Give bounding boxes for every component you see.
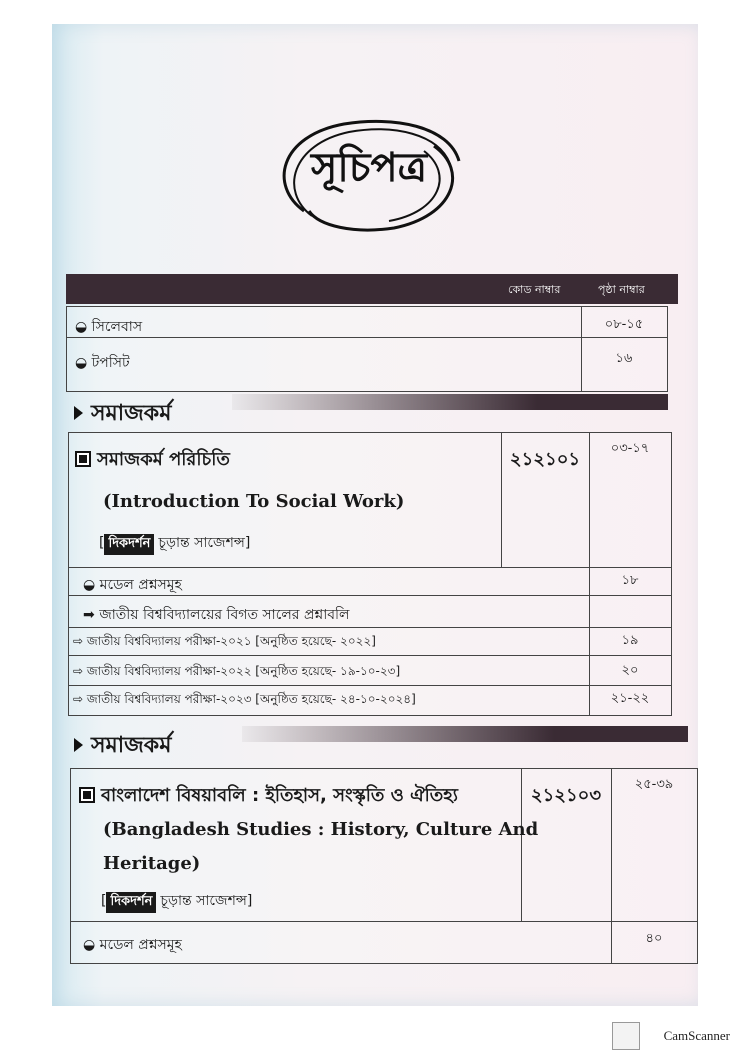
section-heading: সমাজকর্ম xyxy=(74,396,171,433)
brand-badge: দিকদর্শন xyxy=(104,534,154,555)
table-header-bar xyxy=(66,274,678,304)
arrow-outline-icon: ⇨ xyxy=(73,664,87,678)
suggestion-line: [ দিকদর্শন চূড়ান্ত সাজেশন্স] xyxy=(99,531,250,555)
section-heading: সমাজকর্ম xyxy=(74,728,171,765)
chapter-icon: ◒ xyxy=(75,319,92,335)
arrow-outline-icon: ⇨ xyxy=(73,634,87,648)
page-number: ১৮ xyxy=(621,573,639,588)
triangle-icon xyxy=(74,738,83,752)
square-bullet-icon xyxy=(79,787,95,803)
page-number: ২১-২২ xyxy=(610,691,650,706)
course-title-english-cont: Heritage) xyxy=(103,853,201,874)
page-column-header: পৃষ্ঠা নাম্বার xyxy=(598,283,645,296)
list-item[interactable]: ⇨ জাতীয় বিশ্ববিদ্যালয় পরীক্ষা-২০২২ [অনুষ্ঠিত হয়েছে- ১৯-১০-২৩] xyxy=(73,664,401,678)
triangle-icon xyxy=(74,406,83,420)
section-divider xyxy=(232,394,668,410)
code-column-header: কোড নাম্বার xyxy=(508,283,561,296)
list-item[interactable]: ◒ টপসিট xyxy=(75,355,130,371)
page-number: ২৫-৩৯ xyxy=(634,777,674,792)
list-item[interactable]: ◒ সিলেবাস xyxy=(75,319,143,335)
course-title-english: (Introduction To Social Work) xyxy=(103,491,405,512)
list-item[interactable]: ➡ জাতীয় বিশ্ববিদ্যালয়ের বিগত সালের প্রশ্নাবলি xyxy=(83,607,350,623)
list-item[interactable]: ◒ মডেল প্রশ্নসমূহ xyxy=(83,577,182,593)
camscanner-watermark: CamScanner xyxy=(663,1028,730,1043)
camscanner-logo-icon xyxy=(612,1022,640,1050)
suggestion-line: [ দিকদর্শন চূড়ান্ত সাজেশন্স] xyxy=(101,889,252,913)
course-code: ২১২১০৩ xyxy=(530,785,602,806)
page-title: সূচিপত্র xyxy=(311,144,427,191)
page-number: ১৬ xyxy=(615,351,633,366)
page-number: ০৩-১৭ xyxy=(610,441,650,456)
top-rows-box xyxy=(66,306,668,392)
brand-badge: দিকদর্শন xyxy=(106,892,156,913)
course-title-english: (Bangladesh Studies : History, Culture And xyxy=(103,819,539,840)
page-number: ৪০ xyxy=(645,931,663,946)
list-item[interactable]: ⇨ জাতীয় বিশ্ববিদ্যালয় পরীক্ষা-২০২১ [অনুষ্ঠিত হয়েছে- ২০২২] xyxy=(73,634,376,648)
title-ornament xyxy=(264,116,474,236)
chapter-icon: ◒ xyxy=(75,355,92,371)
course-title[interactable]: সমাজকর্ম পরিচিতি xyxy=(75,445,230,476)
page-number: ১৯ xyxy=(621,633,639,648)
course-code: ২১২১০১ xyxy=(509,449,581,470)
course-title[interactable]: বাংলাদেশ বিষয়াবলি : ইতিহাস, সংস্কৃতি ও ঐতিহ্য xyxy=(79,781,458,812)
document-page xyxy=(52,24,698,1006)
course-box-1 xyxy=(68,432,672,716)
list-item[interactable]: ⇨ জাতীয় বিশ্ববিদ্যালয় পরীক্ষা-২০২৩ [অনুষ্ঠিত হয়েছে- ২৪-১০-২০২৪] xyxy=(73,692,416,706)
course-box-2 xyxy=(70,768,698,964)
arrow-icon: ➡ xyxy=(83,607,100,623)
model-icon: ◒ xyxy=(83,577,100,593)
arrow-outline-icon: ⇨ xyxy=(73,692,87,706)
model-icon: ◒ xyxy=(83,937,100,953)
section-divider xyxy=(242,726,688,742)
list-item[interactable]: ◒ মডেল প্রশ্নসমূহ xyxy=(83,937,182,953)
square-bullet-icon xyxy=(75,451,91,467)
page-number: ২০ xyxy=(621,663,639,678)
page-number: ০৮-১৫ xyxy=(604,317,644,332)
